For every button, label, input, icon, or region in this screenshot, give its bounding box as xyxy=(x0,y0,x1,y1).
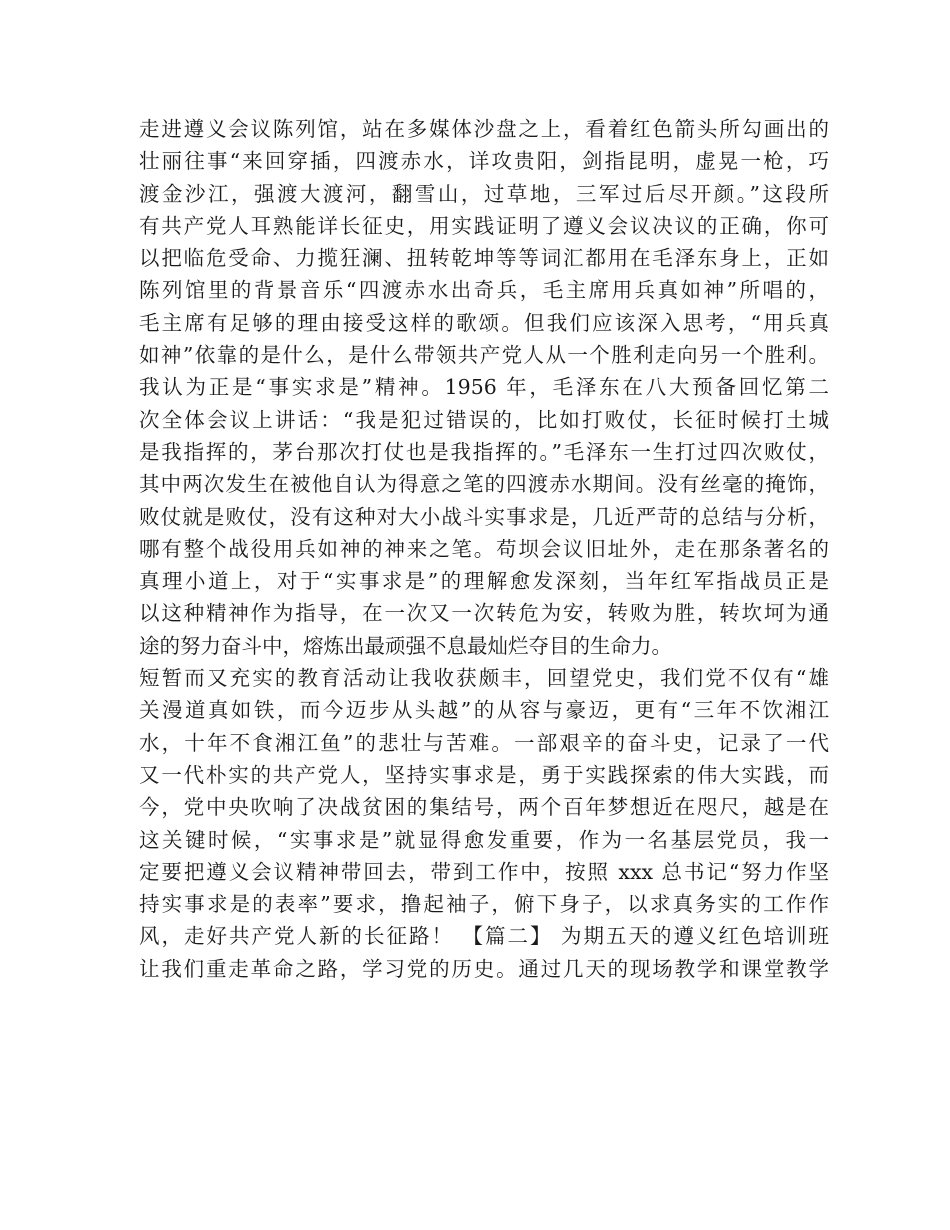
text-line: 定要把遵义会议精神带回去，带到工作中，按照 xxx 总书记“努力作坚 xyxy=(139,859,829,884)
text-line: 渡金沙江，强渡大渡河，翻雪山，过草地，三军过后尽开颜。”这段所 xyxy=(139,181,829,206)
text-line: 又一代朴实的共产党人，坚持实事求是，勇于实践探索的伟大实践，而 xyxy=(139,762,829,787)
text-line: 途的努力奋斗中，熔炼出最顽强不息最灿烂夺目的生命力。 xyxy=(139,633,672,658)
text-line: 让我们重走革命之路，学习党的历史。通过几天的现场教学和课堂教学 xyxy=(139,956,829,981)
text-line: 败仗就是败仗，没有这种对大小战斗实事求是，几近严苛的总结与分析， xyxy=(139,504,829,529)
text-line: 今，党中央吹响了决战贫困的集结号，两个百年梦想近在咫尺，越是在 xyxy=(139,795,829,820)
text-line: 如神”依靠的是什么，是什么带领共产党人从一个胜利走向另一个胜利。 xyxy=(139,343,829,368)
text-line: 有共产党人耳熟能详长征史，用实践证明了遵义会议决议的正确，你可 xyxy=(139,213,829,238)
text-line: 以把临危受命、力揽狂澜、扭转乾坤等等词汇都用在毛泽东身上，正如 xyxy=(139,246,829,271)
text-line: 其中两次发生在被他自认为得意之笔的四渡赤水期间。没有丝毫的掩饰， xyxy=(139,472,829,497)
text-line: 是我指挥的，茅台那次打仗也是我指挥的。”毛泽东一生打过四次败仗， xyxy=(139,439,829,464)
text-line: 走进遵义会议陈列馆，站在多媒体沙盘之上，看着红色箭头所勾画出的 xyxy=(139,117,829,141)
text-line: 短暂而又充实的教育活动让我收获颇丰，回望党史，我们党不仅有“雄 xyxy=(139,666,829,691)
text-line: 持实事求是的表率”要求，撸起袖子，俯下身子，以求真务实的工作作 xyxy=(139,892,829,917)
text-line: 次全体会议上讲话：“我是犯过错误的，比如打败仗，长征时候打土城 xyxy=(139,407,829,432)
text-line: 以这种精神作为指导，在一次又一次转危为安，转败为胜，转坎坷为通 xyxy=(139,601,829,626)
text-line: 风，走好共产党人新的长征路！ 【篇二】 为期五天的遵义红色培训班 xyxy=(139,924,829,949)
text-line: 关漫道真如铁，而今迈步从头越”的从容与豪迈，更有“三年不饮湘江 xyxy=(139,698,829,723)
text-line: 哪有整个战役用兵如神的神来之笔。苟坝会议旧址外，走在那条著名的 xyxy=(139,536,829,561)
text-line: 我认为正是“事实求是”精神。1956 年，毛泽东在八大预备回忆第二 xyxy=(139,375,829,400)
text-line: 这关键时候，“实事求是”就显得愈发重要，作为一名基层党员，我一 xyxy=(139,827,829,852)
text-line: 壮丽往事“来回穿插，四渡赤水，详攻贵阳，剑指昆明，虚晃一枪，巧 xyxy=(139,149,829,174)
text-line: 毛主席有足够的理由接受这样的歌颂。但我们应该深入思考，“用兵真 xyxy=(139,310,829,335)
document-body-text xyxy=(139,113,829,985)
text-line: 陈列馆里的背景音乐“四渡赤水出奇兵，毛主席用兵真如神”所唱的， xyxy=(139,278,829,303)
text-line: 真理小道上，对于“实事求是”的理解愈发深刻，当年红军指战员正是 xyxy=(139,569,829,594)
text-line: 水，十年不食湘江鱼”的悲壮与苦难。一部艰辛的奋斗史，记录了一代 xyxy=(139,730,829,755)
